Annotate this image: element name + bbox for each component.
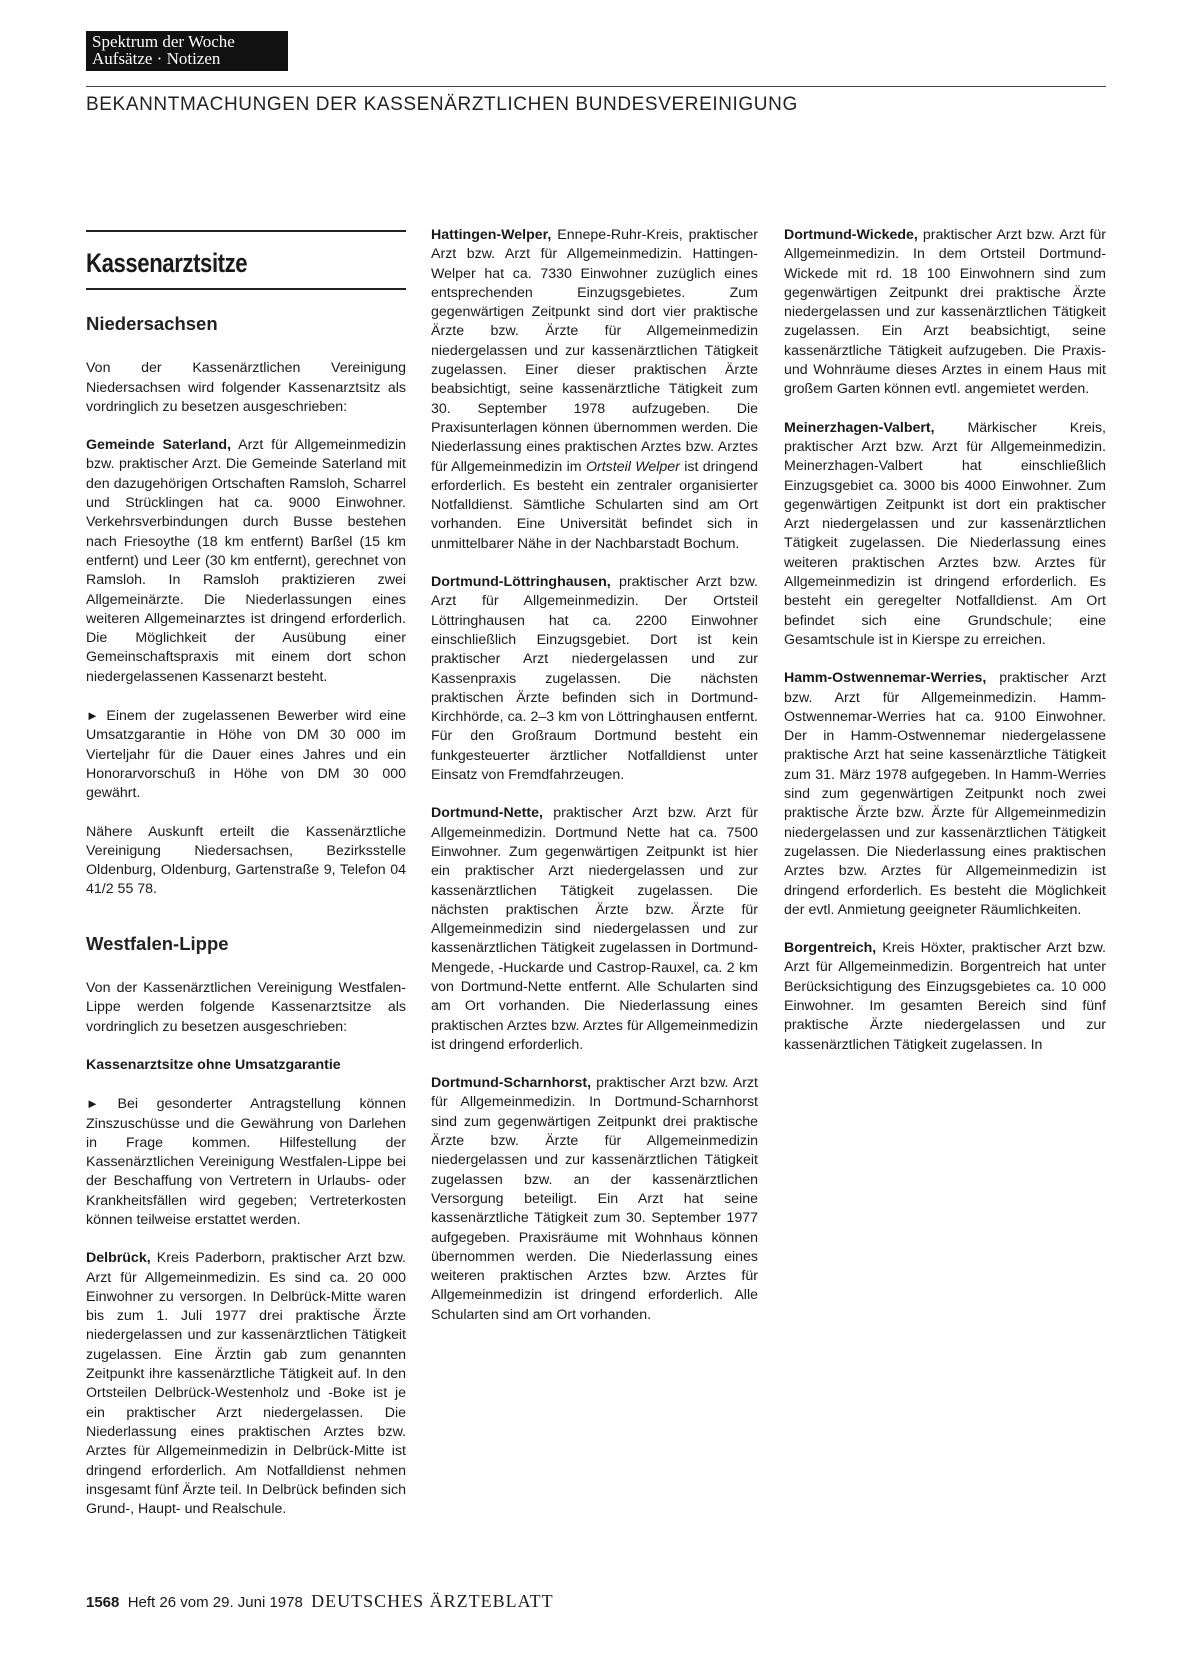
- page-number: 1568: [86, 1594, 120, 1611]
- page-footer: [86, 1591, 554, 1612]
- masthead-line2: Aufsätze · Notizen: [92, 49, 221, 68]
- listing-text: praktischer Arzt bzw. Arzt für Allgemeinmedizin. Der Ortsteil Löttringhausen hat ca. 2200 Einwohner einschließlich Einzugsgebiet. Dort ist kein praktischer Arzt niedergelassen und zur Kassenpraxis zugelassen. Die nächsten praktischen Ärzte befinden sich in Dortmund-Kirchhörde, ca. 2–3 km von Löttringhausen entfernt. Für den Großraum Dortmund besteht ein funkgesteuerter ärztlicher Notfalldienst unter Einsatz von Fremdfahrzeugen.: [431, 574, 758, 784]
- listing-nette: [431, 804, 758, 1055]
- listing-text: Kreis Höxter, praktischer Arzt bzw. Arzt für Allgemeinmedizin. Borgentreich hat unter Berücksichtigung des Einzugsgebietes ca. 10 000 Einwohner. Im gesamten Bereich sind fünf praktische Ärzte niedergelassen und zur kassenärztlichen Tätigkeit zugelassen. In: [784, 940, 1106, 1053]
- column-1: [86, 230, 406, 1538]
- listing-borgentreich: [784, 939, 1106, 1055]
- niedersachsen-intro: Von der Kassenärztlichen Vereinigung Niedersachsen wird folgender Kassenarztsitz als vordringlich zu besetzen ausgeschrieben:: [86, 360, 406, 415]
- westfalen-intro: Von der Kassenärztlichen Vereinigung Westfalen-Lippe werden folgende Kassenarztsitze als vordringlich zu besetzen ausgeschrieben:: [86, 980, 406, 1035]
- listing-lead: Dortmund-Scharnhorst,: [431, 1075, 592, 1092]
- region-heading-westfalen: Westfalen-Lippe: [86, 932, 229, 954]
- loan-text: Bei gesonderter Antragstellung können Zinszuschüsse und die Gewährung von Darlehen in Frage kommen. Hilfestellung der Kassenärztlichen Vereinigung Westfalen-Lippe bei der Beschaffung von Vertretern in Urlaubs- oder Krankheitsfällen wird gegeben; Vertreterkosten können teilweise erstattet werden.: [86, 1096, 406, 1228]
- listing-emphasis: Ortsteil Welper: [585, 458, 680, 475]
- masthead-line1: Spektrum der Woche: [92, 32, 235, 51]
- listing-saterland: [86, 436, 406, 687]
- listing-lead: Meinerzhagen-Valbert,: [784, 419, 935, 436]
- arrow-right-icon: ►: [86, 1096, 99, 1112]
- headline-bottom-rule: [86, 288, 406, 290]
- listing-text: Märkischer Kreis, praktischer Arzt bzw. Arzt für Allgemeinmedizin. Meinerzhagen-Valbert hat einschließlich Einzugsgebiet ca. 3000 bis 4000 Einwohner. Zum gegenwärtigen Zeitpunkt ist dort ein praktischer Arzt niedergelassen und zur kassenärztlichen Tätigkeit zugelassen. Die Niederlassung eines weiteren praktischen Arztes bzw. Arztes für Allgemeinmedizin ist dringend erforderlich. Es besteht ein geregelter Notfalldienst. Am Ort befindet sich eine Grundschule; eine Gesamtschule ist in Kierspe zu erreichen.: [784, 419, 1106, 648]
- guarantee-notice: [86, 706, 406, 803]
- listing-loettringhausen: [431, 573, 758, 785]
- listing-lead: Delbrück,: [86, 1250, 151, 1267]
- listing-text: praktischer Arzt bzw. Arzt für Allgemeinmedizin. In Dortmund-Scharnhorst sind zum gegenwärtigen Zeitpunkt drei praktische Ärzte bzw. Ärzte für Allgemeinmedizin niedergelassen und zur kassenärztlichen Tätigkeit zugelassen bzw. an der kassenärztlichen Versorgung beteiligt. Ein Arzt hat seine kassenärztliche Tätigkeit zum 30. September 1977 aufgegeben. Praxisräume mit Wohnhaus können übernommen werden. Die Niederlassung eines weiteren praktischen Arztes bzw. Arztes für Allgemeinmedizin ist dringend erforderlich. Alle Schularten sind am Ort vorhanden.: [431, 1075, 758, 1323]
- listing-wickede: [784, 226, 1106, 400]
- masthead-rule: [86, 86, 1106, 87]
- listing-lead: Dortmund-Löttringhausen,: [431, 574, 611, 591]
- listing-text-cont: ist dringend erforderlich. Es besteht ein zentraler organisierter Notfalldienst. Sämtliche Schularten sind am Ort vorhanden. Eine Universität befindet sich in unmittelbarer Nähe in der Nachbarstadt Bochum.: [431, 458, 758, 552]
- listing-text: praktischer Arzt bzw. Arzt für Allgemeinmedizin. In dem Ortsteil Dortmund-Wickede mit rd. 18 100 Einwohnern sind zum gegenwärtigen Zeitpunkt drei praktische Ärzte niedergelassen und zur kassenärztlichen Tätigkeit zugelassen. Ein Arzt beabsichtigt, seine kassenärztliche Tätigkeit aufzugeben. Die Praxis- und Wohnräume dieses Arztes in einem Haus mit großem Garten können evtl. angemietet werden.: [784, 227, 1106, 398]
- listing-lead: Dortmund-Nette,: [431, 805, 543, 822]
- listing-hamm: [784, 669, 1106, 920]
- listing-text: Ennepe-Ruhr-Kreis, praktischer Arzt bzw. Arzt für Allgemeinmedizin. Hattingen-Welper hat ca. 7330 Einwohner zuzüglich eines entsprechenden Einzugsgebietes. Zum gegenwärtigen Zeitpunkt sind dort vier praktische Ärzte bzw. Ärzte für Allgemeinmedizin niedergelassen und zur kassenärztlichen Tätigkeit zugelassen. Einer dieser praktischen Ärzte beabsichtigt, seine kassenärztliche Tätigkeit zum 30. September 1978 aufzugeben. Die Praxisunterlagen können übernommen werden. Die Niederlassung eines praktischen Arztes bzw. Arztes für Allgemeinmedizin im: [431, 227, 758, 475]
- publication-name: DEUTSCHES ÄRZTEBLATT: [311, 1591, 554, 1611]
- listing-lead: Borgentreich,: [784, 940, 877, 957]
- contact-info: Nähere Auskunft erteilt die Kassenärztliche Vereinigung Niedersachsen, Bezirksstelle Oldenburg, Oldenburg, Gartenstraße 9, Telefon 04 41/2 55 78.: [86, 823, 406, 898]
- headline-top-rule: [86, 230, 406, 232]
- section-header: BEKANNTMACHUNGEN DER KASSENÄRZTLICHEN BUNDESVEREINIGUNG: [86, 94, 798, 115]
- listing-lead: Gemeinde Saterland,: [86, 437, 232, 454]
- listing-lead: Hattingen-Welper,: [431, 227, 552, 243]
- subheading: Kassenarztsitze ohne Umsatzgarantie: [86, 1056, 341, 1073]
- region-heading-niedersachsen: Niedersachsen: [86, 313, 218, 334]
- listing-scharnhorst: [431, 1074, 758, 1325]
- listing-text: praktischer Arzt bzw. Arzt für Allgemeinmedizin. Dortmund Nette hat ca. 7500 Einwohner. Zum gegenwärtigen Zeitpunkt ist hier ein praktischer Arzt niedergelassen und zur kassenärztlichen Tätigkeit zugelassen. Die nächsten praktischen Ärzte bzw. Ärzte für Allgemeinmedizin sind niedergelassen und zur kassenärztlichen Tätigkeit zugelassen in Dortmund-Mengede, -Huckarde und Castrop-Rauxel, ca. 2 km von Dortmund-Nette entfernt. Alle Schularten sind am Ort vorhanden. Die Niederlassung eines praktischen Arztes bzw. Arztes für Allgemeinmedizin ist dringend erforderlich.: [431, 805, 758, 1053]
- masthead: [86, 31, 288, 71]
- page-title: Kassenarztsitze: [86, 248, 248, 278]
- column-3: [784, 226, 1106, 1074]
- guarantee-text: Einem der zugelassenen Bewerber wird eine Umsatzgarantie in Höhe von DM 30 000 im Vierteljahr für die Dauer eines Jahres und ein Honorarvorschuß in Höhe von DM 30 000 gewährt.: [86, 708, 406, 802]
- listing-text: Kreis Paderborn, praktischer Arzt bzw. Arzt für Allgemeinmedizin. Es sind ca. 20 000 Einwohner zu versorgen. In Delbrück-Mitte waren bis zum 1. Juli 1977 drei praktische Ärzte niedergelassen und zur kassenärztlichen Tätigkeit zugelassen. Eine Ärztin gab zum genannten Zeitpunkt ihre kassenärztliche Tätigkeit auf. In den Ortsteilen Delbrück-Westenholz und -Boke ist je ein praktischer Arzt niedergelassen. Die Niederlassung eines praktischen Arztes bzw. Arztes für Allgemeinmedizin in Delbrück-Mitte ist dringend erforderlich. Am Notfalldienst nehmen insgesamt fünf Ärzte teil. In Delbrück befinden sich Grund-, Haupt- und Realschule.: [86, 1250, 406, 1518]
- loan-notice: [86, 1094, 406, 1230]
- listing-delbrueck-part1: [86, 1249, 406, 1519]
- listing-text: Arzt für Allgemeinmedizin bzw. praktischer Arzt. Die Gemeinde Saterland mit den dazugehörigen Ortschaften Ramsloh, Scharrel und Strücklingen hat ca. 9000 Einwohner. Verkehrsverbindungen durch Busse bestehen nach Friesoythe (18 km entfernt) Barßel (15 km entfernt) und Leer (30 km entfernt), gerechnet von Ramsloh. In Ramsloh praktizieren zwei Allgemeinärzte. Die Niederlassungen eines weiteren Allgemeinarztes ist dringend erforderlich. Die Möglichkeit der Ausübung einer Gemeinschaftspraxis mit einem dort schon niedergelassenen Kassenarzt besteht.: [86, 437, 406, 685]
- listing-meinerzhagen: [784, 419, 1106, 651]
- issue-info: Heft 26 vom 29. Juni 1978: [127, 1594, 303, 1611]
- listing-text: praktischer Arzt bzw. Arzt für Allgemeinmedizin. Hamm-Ostwennemar-Werries hat ca. 9100 Einwohner. Der in Hamm-Ostwennemar niedergelassene praktische Arzt hat seine kassenärztliche Tätigkeit zum 31. März 1978 aufgegeben. In Hamm-Werries sind zum gegenwärtigen Zeitpunkt noch zwei praktische Ärzte bzw. Ärzte für Allgemeinmedizin niedergelassen und zur kassenärztlichen Tätigkeit zugelassen. Die Niederlassung eines praktischen Arztes bzw. Arztes für Allgemeinmedizin ist dringend erforderlich. Es besteht die Möglichkeit der evtl. Anmietung geeigneter Räumlichkeiten.: [784, 670, 1106, 918]
- listing-lead: Dortmund-Wickede,: [784, 227, 918, 243]
- listing-hattingen: [431, 226, 758, 554]
- listing-lead: Hamm-Ostwennemar-Werries,: [784, 670, 987, 687]
- column-2: [431, 226, 758, 1344]
- arrow-right-icon: ►: [86, 708, 99, 724]
